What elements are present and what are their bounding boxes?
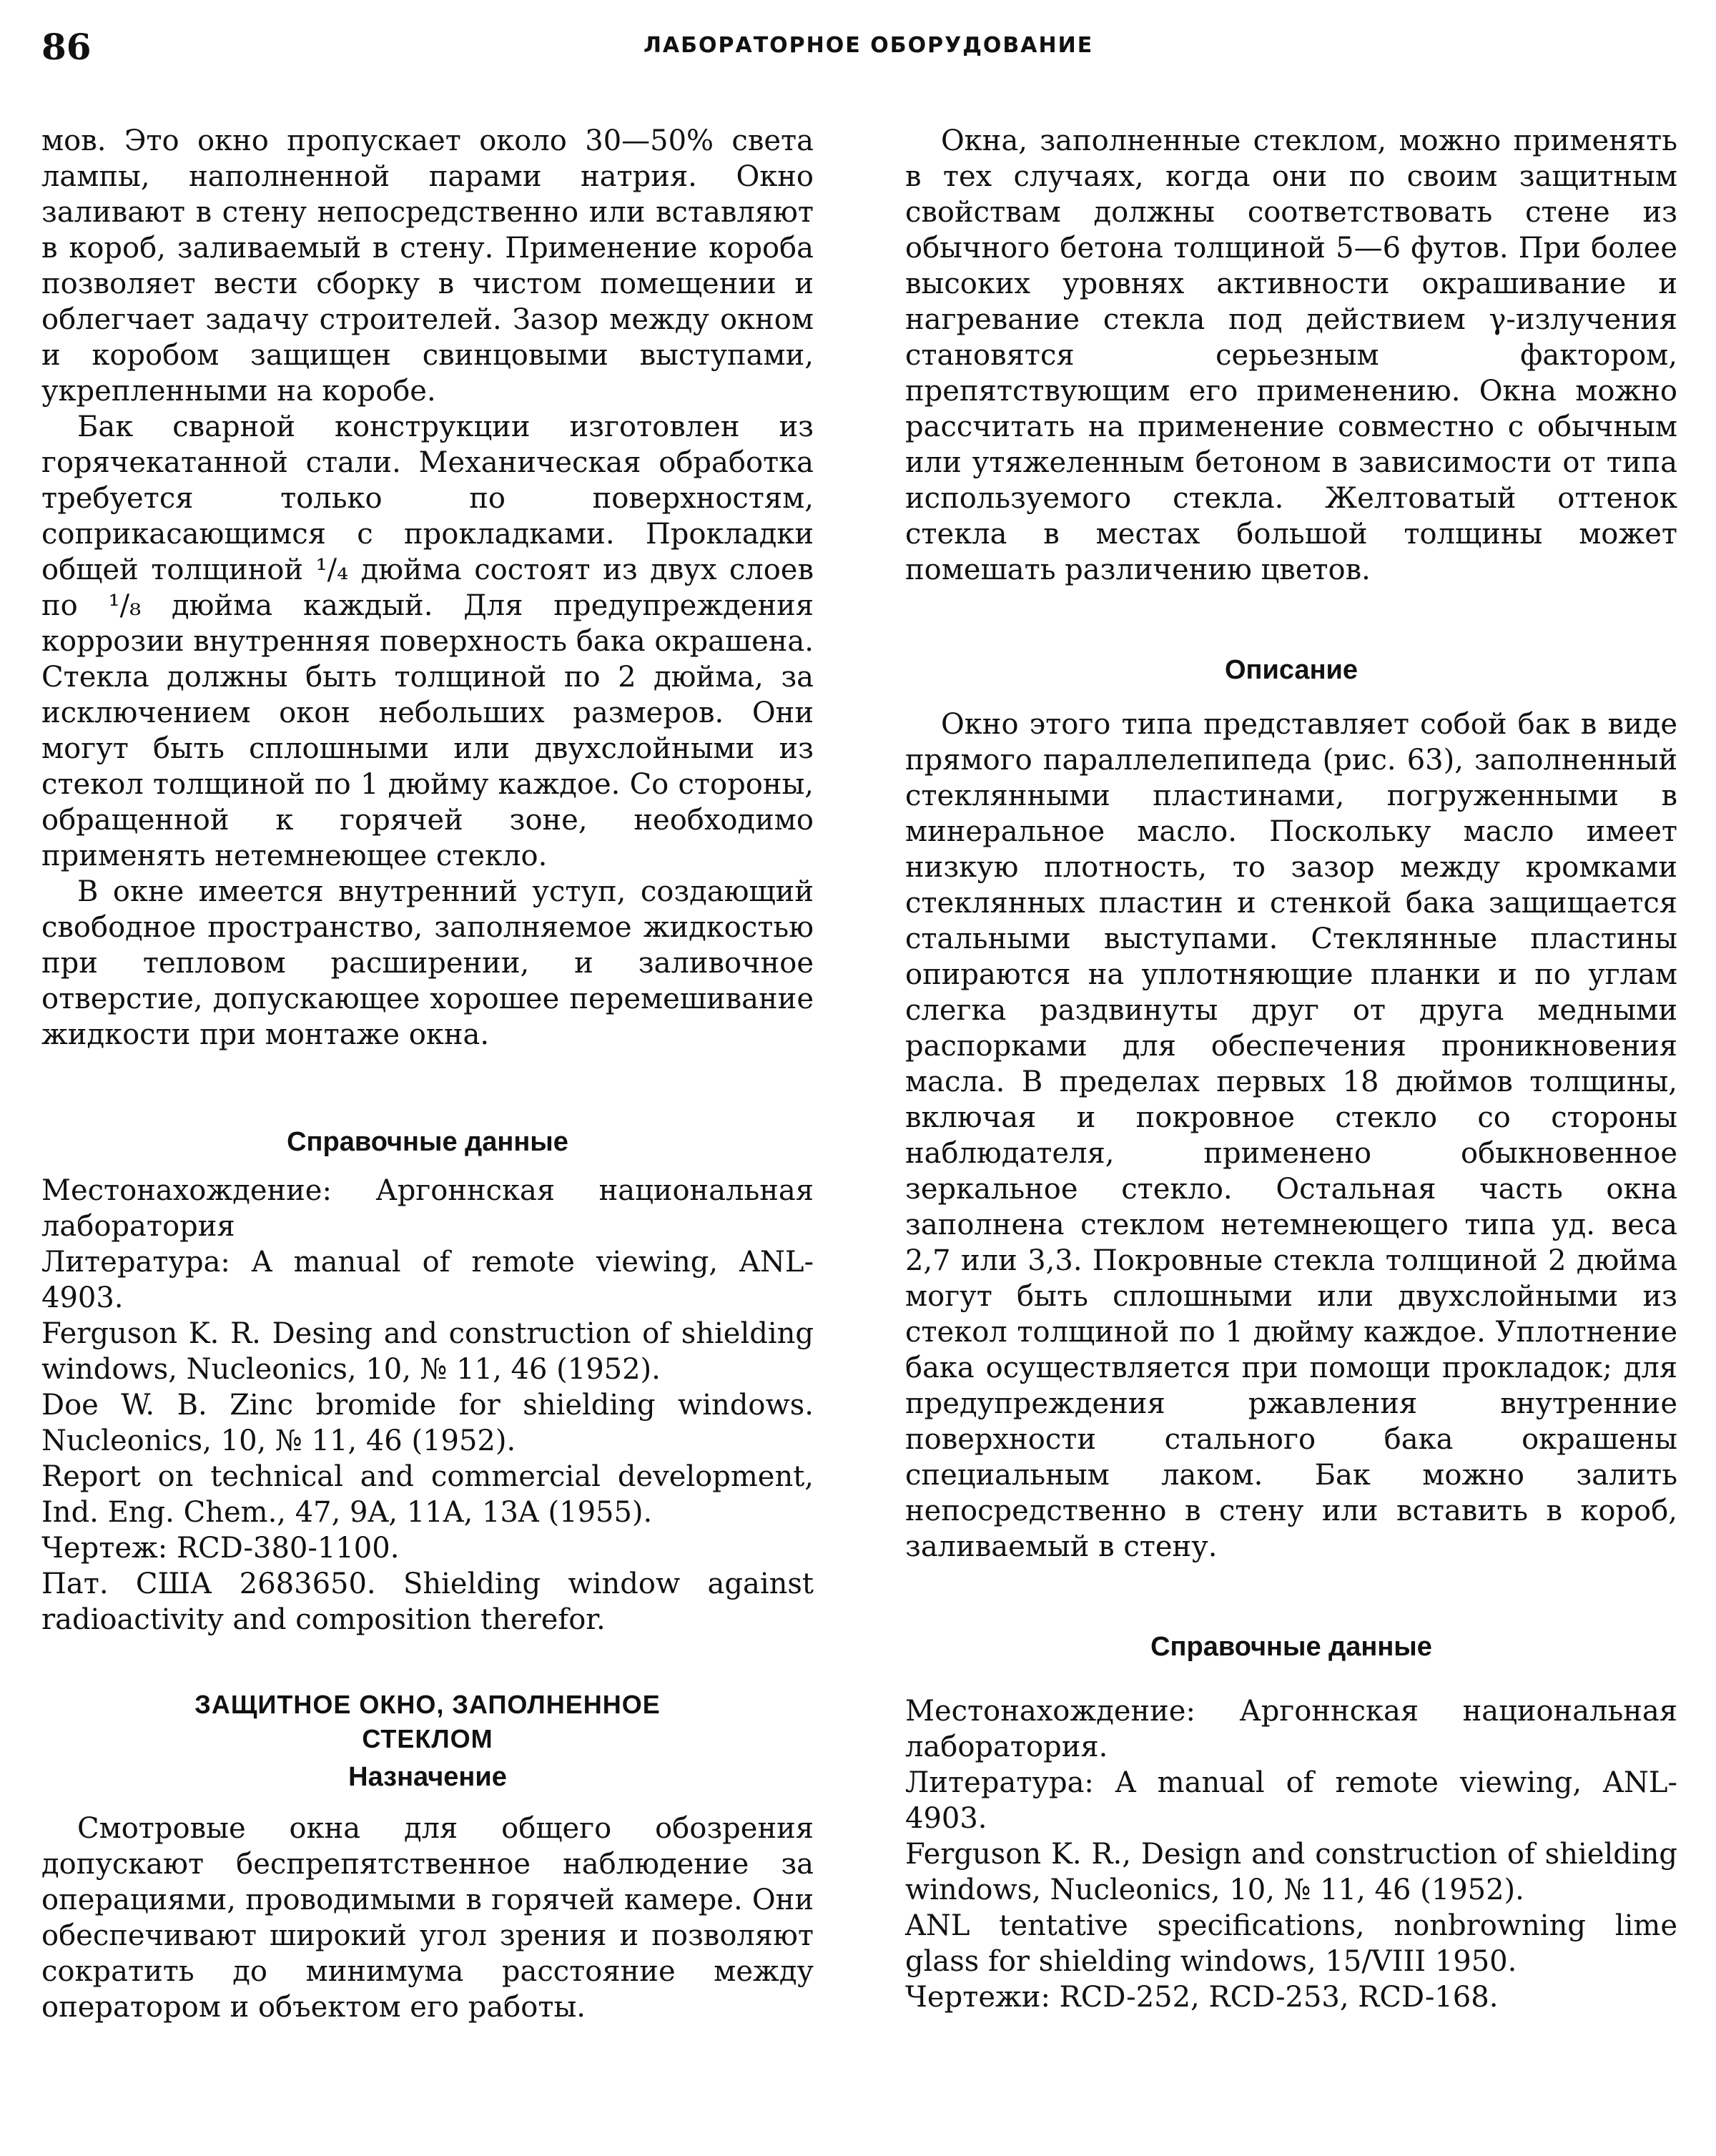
left-paragraph-3: В окне имеется внутренний уступ, создающий свободное пространство, заполняемое жидкостью при тепловом расширении, и заливочное отверстие, допускающее хорошее перемешивание жидкости при монтаже окна. (41, 875, 814, 1051)
right-references-heading: Справочные данные (1150, 1632, 1432, 1662)
left-column (41, 123, 814, 2025)
left-paragraph-1: мов. Это окно пропускает около 30—50% света лампы, наполненной парами натрия. Окно заливают в стену непосредственно или вставляют в короб, заливаемый в стену. Применение короба позволяет вести сборку в чистом помещении и облегчает задачу строителей. Зазор между окном и коробом защищен свинцовыми выступами, укрепленными на коробе. (41, 124, 814, 408)
page-number: 86 (41, 26, 92, 68)
section-title-line-2: СТЕКЛОМ (362, 1724, 493, 1753)
left-references-heading: Справочные данные (287, 1127, 568, 1157)
right-paragraph-1: Окна, заполненные стеклом, можно применять в тех случаях, когда они по своим защитным свойствам должны соответствовать стене из обычного бетона толщиной 5—6 футов. При более высоких уровнях активности окрашивание и нагревание стекла под действием γ-излучения становятся серьезным фактором, препятствующим его применению. Окна можно рассчитать на применение совместно с обычным или утяжеленным бетоном в зависимости от типа используемого стекла. Желтоватый оттенок стекла в местах большой толщины может помешать различению цветов. (905, 124, 1677, 586)
left-reference-item: Doe W. B. Zinc bromide for shielding windows. Nucleonics, 10, № 11, 46 (1952). (41, 1389, 814, 1457)
right-reference-item: Литература: A manual of remote viewing, ANL-4903. (905, 1766, 1677, 1835)
left-reference-item: Литература: A manual of remote viewing, ANL-4903. (41, 1246, 814, 1314)
right-reference-item: Ferguson K. R., Design and construction of shielding windows, Nucleonics, 10, № 11, 46 (1952). (905, 1838, 1677, 1906)
right-column (905, 123, 1677, 2015)
section-title-line-1: ЗАЩИТНОЕ ОКНО, ЗАПОЛНЕННОЕ (194, 1690, 661, 1719)
left-reference-item: Чертеж: RCD-380-1100. (41, 1532, 400, 1565)
right-reference-item: Местонахождение: Аргоннская национальная лаборатория. (905, 1695, 1677, 1763)
left-paragraph-2: Бак сварной конструкции изготовлен из горячекатанной стали. Механическая обработка требуется только по поверхностям, соприкасающимся с прокладками. Прокладки общей толщиной ¹/₄ дюйма состоят из двух слоев по ¹/₈ дюйма каждый. Для предупреждения коррозии внутренняя поверхность бака окрашена. Стекла должны быть толщиной по 2 дюйма, за исключением окон небольших размеров. Они могут быть сплошными или двухслойными из стекол толщиной по 1 дюйму каждое. Со стороны, обращенной к горячей зоне, необходимо применять нетемнеющее стекло. (41, 410, 814, 872)
purpose-paragraph: Смотровые окна для общего обозрения допускают беспрепятственное наблюдение за операциями, проводимыми в горячей камере. Они обеспечивают широкий угол зрения и позволяют сократить до минимума расстояние между оператором и объектом его работы. (41, 1812, 814, 2024)
right-reference-item: Чертежи: RCD-252, RCD-253, RCD-168. (905, 1981, 1499, 2014)
left-reference-item: Report on technical and commercial development, Ind. Eng. Chem., 47, 9A, 11A, 13A (1955). (41, 1460, 814, 1529)
description-paragraph: Окно этого типа представляет собой бак в виде прямого параллелепипеда (рис. 63), заполненный стеклянными пластинами, погруженными в минеральное масло. Поскольку масло имеет низкую плотность, то зазор между кромками стеклянных пластин и стенкой бака защищается стальными выступами. Стеклянные пластины опираются на уплотняющие планки и по углам слегка раздвинуты друг от друга медными распорками для обеспечения проникновения масла. В пределах первых 18 дюймов толщины, включая и покровное стекло со стороны наблюдателя, применено обыкновенное зеркальное стекло. Остальная часть окна заполнена стеклом нетемнеющего типа уд. веса 2,7 или 3,3. Покровные стекла толщиной 2 дюйма могут быть сплошными или двухслойными из стекол толщиной по 1 дюйму каждое. Уплотнение бака осуществляется при помощи прокладок; для предупреждения ржавления внутренние поверхности стального бака окрашены специальным лаком. Бак можно залить непосредственно в стену или вставить в короб, заливаемый в стену. (905, 708, 1677, 1563)
purpose-heading: Назначение (348, 1762, 507, 1792)
left-reference-item: Пат. США 2683650. Shielding window against radioactivity and composition therefor. (41, 1567, 814, 1636)
left-reference-item: Ferguson K. R. Desing and construction of shielding windows, Nucleonics, 10, № 11, 46 (1952). (41, 1317, 814, 1386)
left-reference-item: Местонахождение: Аргоннская национальная лаборатория (41, 1174, 814, 1243)
description-heading: Описание (1224, 655, 1358, 685)
right-reference-item: ANL tentative specifications, nonbrowning lime glass for shielding windows, 15/VIII 1950. (905, 1909, 1677, 1978)
running-head: ЛАБОРАТОРНОЕ ОБОРУДОВАНИЕ (644, 33, 1094, 58)
